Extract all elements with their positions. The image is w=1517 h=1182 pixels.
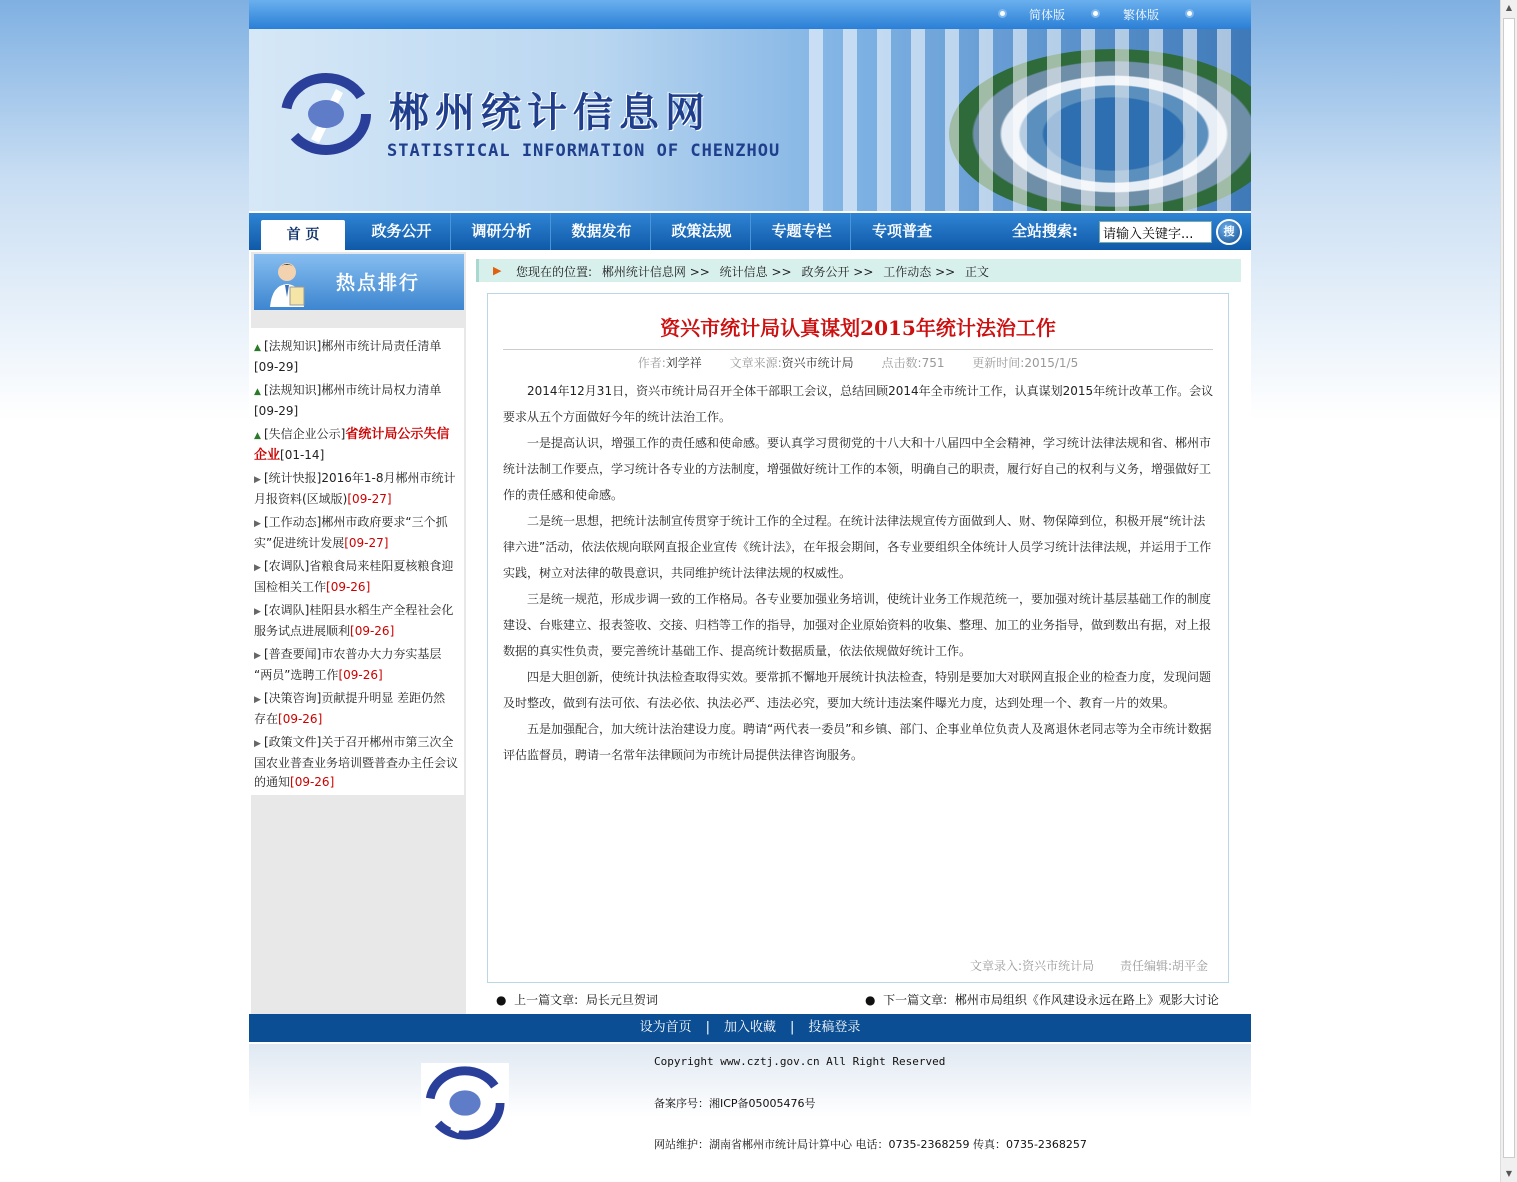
- arrow-right-icon: ▶: [254, 519, 261, 529]
- set-homepage-link[interactable]: 设为首页: [639, 1020, 692, 1035]
- title-divider: [503, 349, 1213, 350]
- bullet-icon: ●: [865, 993, 876, 1007]
- breadcrumb-arrow-icon: ▶: [493, 264, 502, 277]
- sidebar: [251, 252, 466, 1014]
- article-paragraph: 三是统一规范，形成步调一致的工作格局。各专业要加强业务培训，使统计业务工作规范统一，要加强对统计基层基础工作的制度建设、台账建立、报表签收、交接、归档等工作的指导，加强对企业原始资料的收集、整理、加工的业务指导，做到数出有据，对上报数据的真实性负责，要完善统计基础工作、提高统计数据质量，依法依规做好统计工作。: [503, 592, 1212, 658]
- breadcrumb-current: 正文: [965, 265, 990, 279]
- bullet-icon: ●: [496, 993, 507, 1007]
- person-avatar-icon: [262, 257, 312, 307]
- article-updated: 2015/1/5: [1024, 356, 1079, 370]
- simplified-chinese-link[interactable]: 简体版: [1029, 8, 1066, 22]
- arrow-right-icon: ▶: [254, 651, 261, 661]
- scroll-thumb[interactable]: [1503, 18, 1515, 1158]
- footer-logo-icon: [421, 1063, 509, 1143]
- footer: [249, 1044, 1251, 1166]
- banner-stripes: [809, 29, 1249, 211]
- list-item[interactable]: ▲ [法规知识]郴州市统计局责任清单 [09-29]: [254, 339, 442, 374]
- arrow-right-icon: ▶: [254, 563, 261, 573]
- traditional-chinese-link[interactable]: 繁体版: [1123, 8, 1160, 22]
- list-item[interactable]: ▶ [农调队]桂阳县水稻生产全程社会化 服务试点进展顺利[09-26]: [254, 603, 454, 638]
- nav-special-census[interactable]: 专项普查: [871, 222, 932, 240]
- page-scrollbar[interactable]: [1500, 0, 1517, 1182]
- breadcrumb-home[interactable]: 郴州统计信息网: [601, 265, 686, 279]
- arrow-right-icon: ▶: [254, 475, 261, 485]
- header-banner: [249, 29, 1251, 211]
- add-favorite-link[interactable]: 加入收藏: [723, 1020, 776, 1035]
- article-editor: 胡平金: [1171, 959, 1208, 973]
- article-paragraph: 2014年12月31日，资兴市统计局召开全体干部职工会议，总结回顾2014年全市统计工作，认真谋划2015年统计改革工作。会议要求从五个方面做好今年的统计法治工作。: [503, 384, 1214, 424]
- article-clicks: 751: [921, 356, 945, 370]
- arrow-up-icon: ▲: [254, 431, 261, 441]
- nav-government-affairs[interactable]: 政务公开: [353, 213, 451, 250]
- bullet-icon: [998, 9, 1007, 18]
- breadcrumb-separator: >>: [771, 265, 792, 279]
- breadcrumb-work-news[interactable]: 工作动态: [883, 265, 932, 279]
- list-item[interactable]: ▶ [政策文件]关于召开郴州市第三次全 国农业普查业务培训暨普查办主任会议 的通知[09-26]: [254, 735, 459, 789]
- page-container: [249, 0, 1251, 1166]
- list-item[interactable]: ▶ [统计快报]2016年1-8月郴州市统计 月报资料(区域版)[09-27]: [254, 471, 456, 506]
- next-article-link[interactable]: 郴州市局组织《作风建设永远在路上》观影大讨论: [954, 993, 1219, 1007]
- hot-ranking-list: [251, 328, 464, 795]
- article-paragraph: 四是大胆创新，使统计执法检查取得实效。要常抓不懈地开展统计执法检查，特别是要加大对联网直报企业的检查力度，发现问题及时整改，做到有法可依、有法必依、执法必严、违法必究，要加大统计违法案件曝光力度，达到处理一个、教育一片的效果。: [503, 670, 1212, 710]
- arrow-right-icon: ▶: [254, 695, 261, 705]
- article-title: 资兴市统计局认真谋划2015年统计法治工作: [660, 316, 1056, 340]
- list-item[interactable]: ▲ [法规知识]郴州市统计局权力清单 [09-29]: [254, 383, 442, 418]
- article-footer: 文章录入:资兴市统计局 责任编辑:胡平金: [970, 959, 1208, 973]
- scroll-up-arrow-icon[interactable]: ▲: [1505, 3, 1513, 12]
- nav-home[interactable]: 首 页: [261, 220, 345, 250]
- article-paragraph: 一是提高认识，增强工作的责任感和使命感。要认真学习贯彻党的十八大和十八届四中全会精神，学习统计法律法规和省、郴州市统计法制工作要点，学习统计各专业的方法制度，增强做好统计工作的本领，明确自己的职责，履行好自己的权利与义务，增强做好工作的责任感和使命感。: [503, 436, 1212, 502]
- article-author: 刘学祥: [665, 356, 702, 370]
- maintainer-info: 网站维护：湖南省郴州市统计局计算中心 电话：0735-2368259 传真：0735-2368257: [654, 1138, 1087, 1151]
- bullet-icon: [1091, 9, 1100, 18]
- main-nav: [249, 213, 1251, 250]
- breadcrumb: [476, 259, 1241, 282]
- nav-special-topics[interactable]: 专题专栏: [753, 213, 851, 250]
- top-bar: [249, 0, 1251, 29]
- prev-article-link[interactable]: 局长元旦贺词: [585, 993, 658, 1007]
- prev-article: ● 上一篇文章: 局长元旦贺词: [496, 993, 658, 1007]
- breadcrumb-path: [516, 263, 995, 280]
- nav-research-analysis[interactable]: 调研分析: [453, 213, 551, 250]
- arrow-up-icon: ▲: [254, 387, 261, 397]
- bullet-icon: [1185, 9, 1194, 18]
- search-input[interactable]: [1099, 221, 1212, 243]
- nav-data-release[interactable]: 数据发布: [553, 213, 651, 250]
- copyright-text: Copyright www.cztj.gov.cn All Right Reserved: [654, 1055, 946, 1068]
- arrow-right-icon: ▶: [254, 739, 261, 749]
- list-item[interactable]: ▶ [工作动态]郴州市政府要求“三个抓 实”促进统计发展[09-27]: [254, 515, 448, 550]
- list-item[interactable]: ▶ [决策咨询]贡献提升明显 差距仍然 存在[09-26]: [254, 691, 446, 726]
- article-source: 资兴市统计局: [781, 356, 854, 370]
- hot-ranking-title: 热点排行: [336, 272, 421, 294]
- site-logo-icon: [281, 69, 371, 159]
- icp-record: 备案序号：湘ICP备05005476号: [654, 1097, 816, 1110]
- breadcrumb-prefix: 您现在的位置:: [516, 265, 593, 279]
- article-entry: 资兴市统计局: [1022, 959, 1095, 973]
- breadcrumb-stat-info[interactable]: 统计信息: [719, 265, 768, 279]
- article-meta: 作者:刘学祥 文章来源:资兴市统计局 点击数:751 更新时间:2015/1/5: [637, 356, 1079, 370]
- site-subtitle: STATISTICAL INFORMATION OF CHENZHOU: [387, 141, 781, 161]
- arrow-up-icon: ▲: [254, 343, 261, 353]
- article-body: [503, 378, 1215, 768]
- search-button[interactable]: 搜: [1216, 219, 1242, 245]
- next-article: ● 下一篇文章: 郴州市局组织《作风建设永远在路上》观影大讨论: [865, 993, 1219, 1007]
- article-paragraph: 二是统一思想，把统计法制宣传贯穿于统计工作的全过程。在统计法律法规宣传方面做到人、财、物保障到位，积极开展“统计法律六进”活动，依法依规向联网直报企业宣传《统计法》，在年报会期间，各专业要组织全体统计人员学习统计法律法规，并运用于工作实践，树立对法律的敬畏意识，共同维护统计法律法规的权威性。: [503, 514, 1212, 580]
- breadcrumb-separator: >>: [689, 265, 710, 279]
- submit-login-link[interactable]: 投稿登录: [808, 1020, 861, 1035]
- breadcrumb-separator: >>: [853, 265, 874, 279]
- scroll-down-arrow-icon[interactable]: ▼: [1505, 1169, 1513, 1178]
- site-title: 郴州统计信息网: [389, 90, 711, 136]
- footer-nav: 设为首页 | 加入收藏 | 投稿登录: [249, 1014, 1251, 1042]
- breadcrumb-separator: >>: [935, 265, 956, 279]
- list-item[interactable]: ▶ [普查要闻]市农普办大力夯实基层 “两员”选聘工作[09-26]: [254, 647, 442, 682]
- article-paragraph: 五是加强配合，加大统计法治建设力度。聘请“两代表一委员”和乡镇、部门、企事业单位负责人及离退休老同志等为全市统计数据评估监督员，聘请一名常年法律顾问为市统计局提供法律咨询服务。: [503, 722, 1212, 762]
- search-label: 全站搜索:: [1012, 222, 1078, 240]
- arrow-right-icon: ▶: [254, 607, 261, 617]
- list-item[interactable]: ▲ [失信企业公示]省统计局公示失信企业[01-14]: [254, 427, 450, 463]
- nav-policy-regulations[interactable]: 政策法规: [653, 213, 751, 250]
- breadcrumb-gov-affairs[interactable]: 政务公开: [801, 265, 850, 279]
- list-item[interactable]: ▶ [农调队]省粮食局来桂阳夏核粮食迎 国检相关工作[09-26]: [254, 559, 454, 594]
- article-panel: [487, 293, 1229, 983]
- hot-ranking-header: [254, 254, 464, 310]
